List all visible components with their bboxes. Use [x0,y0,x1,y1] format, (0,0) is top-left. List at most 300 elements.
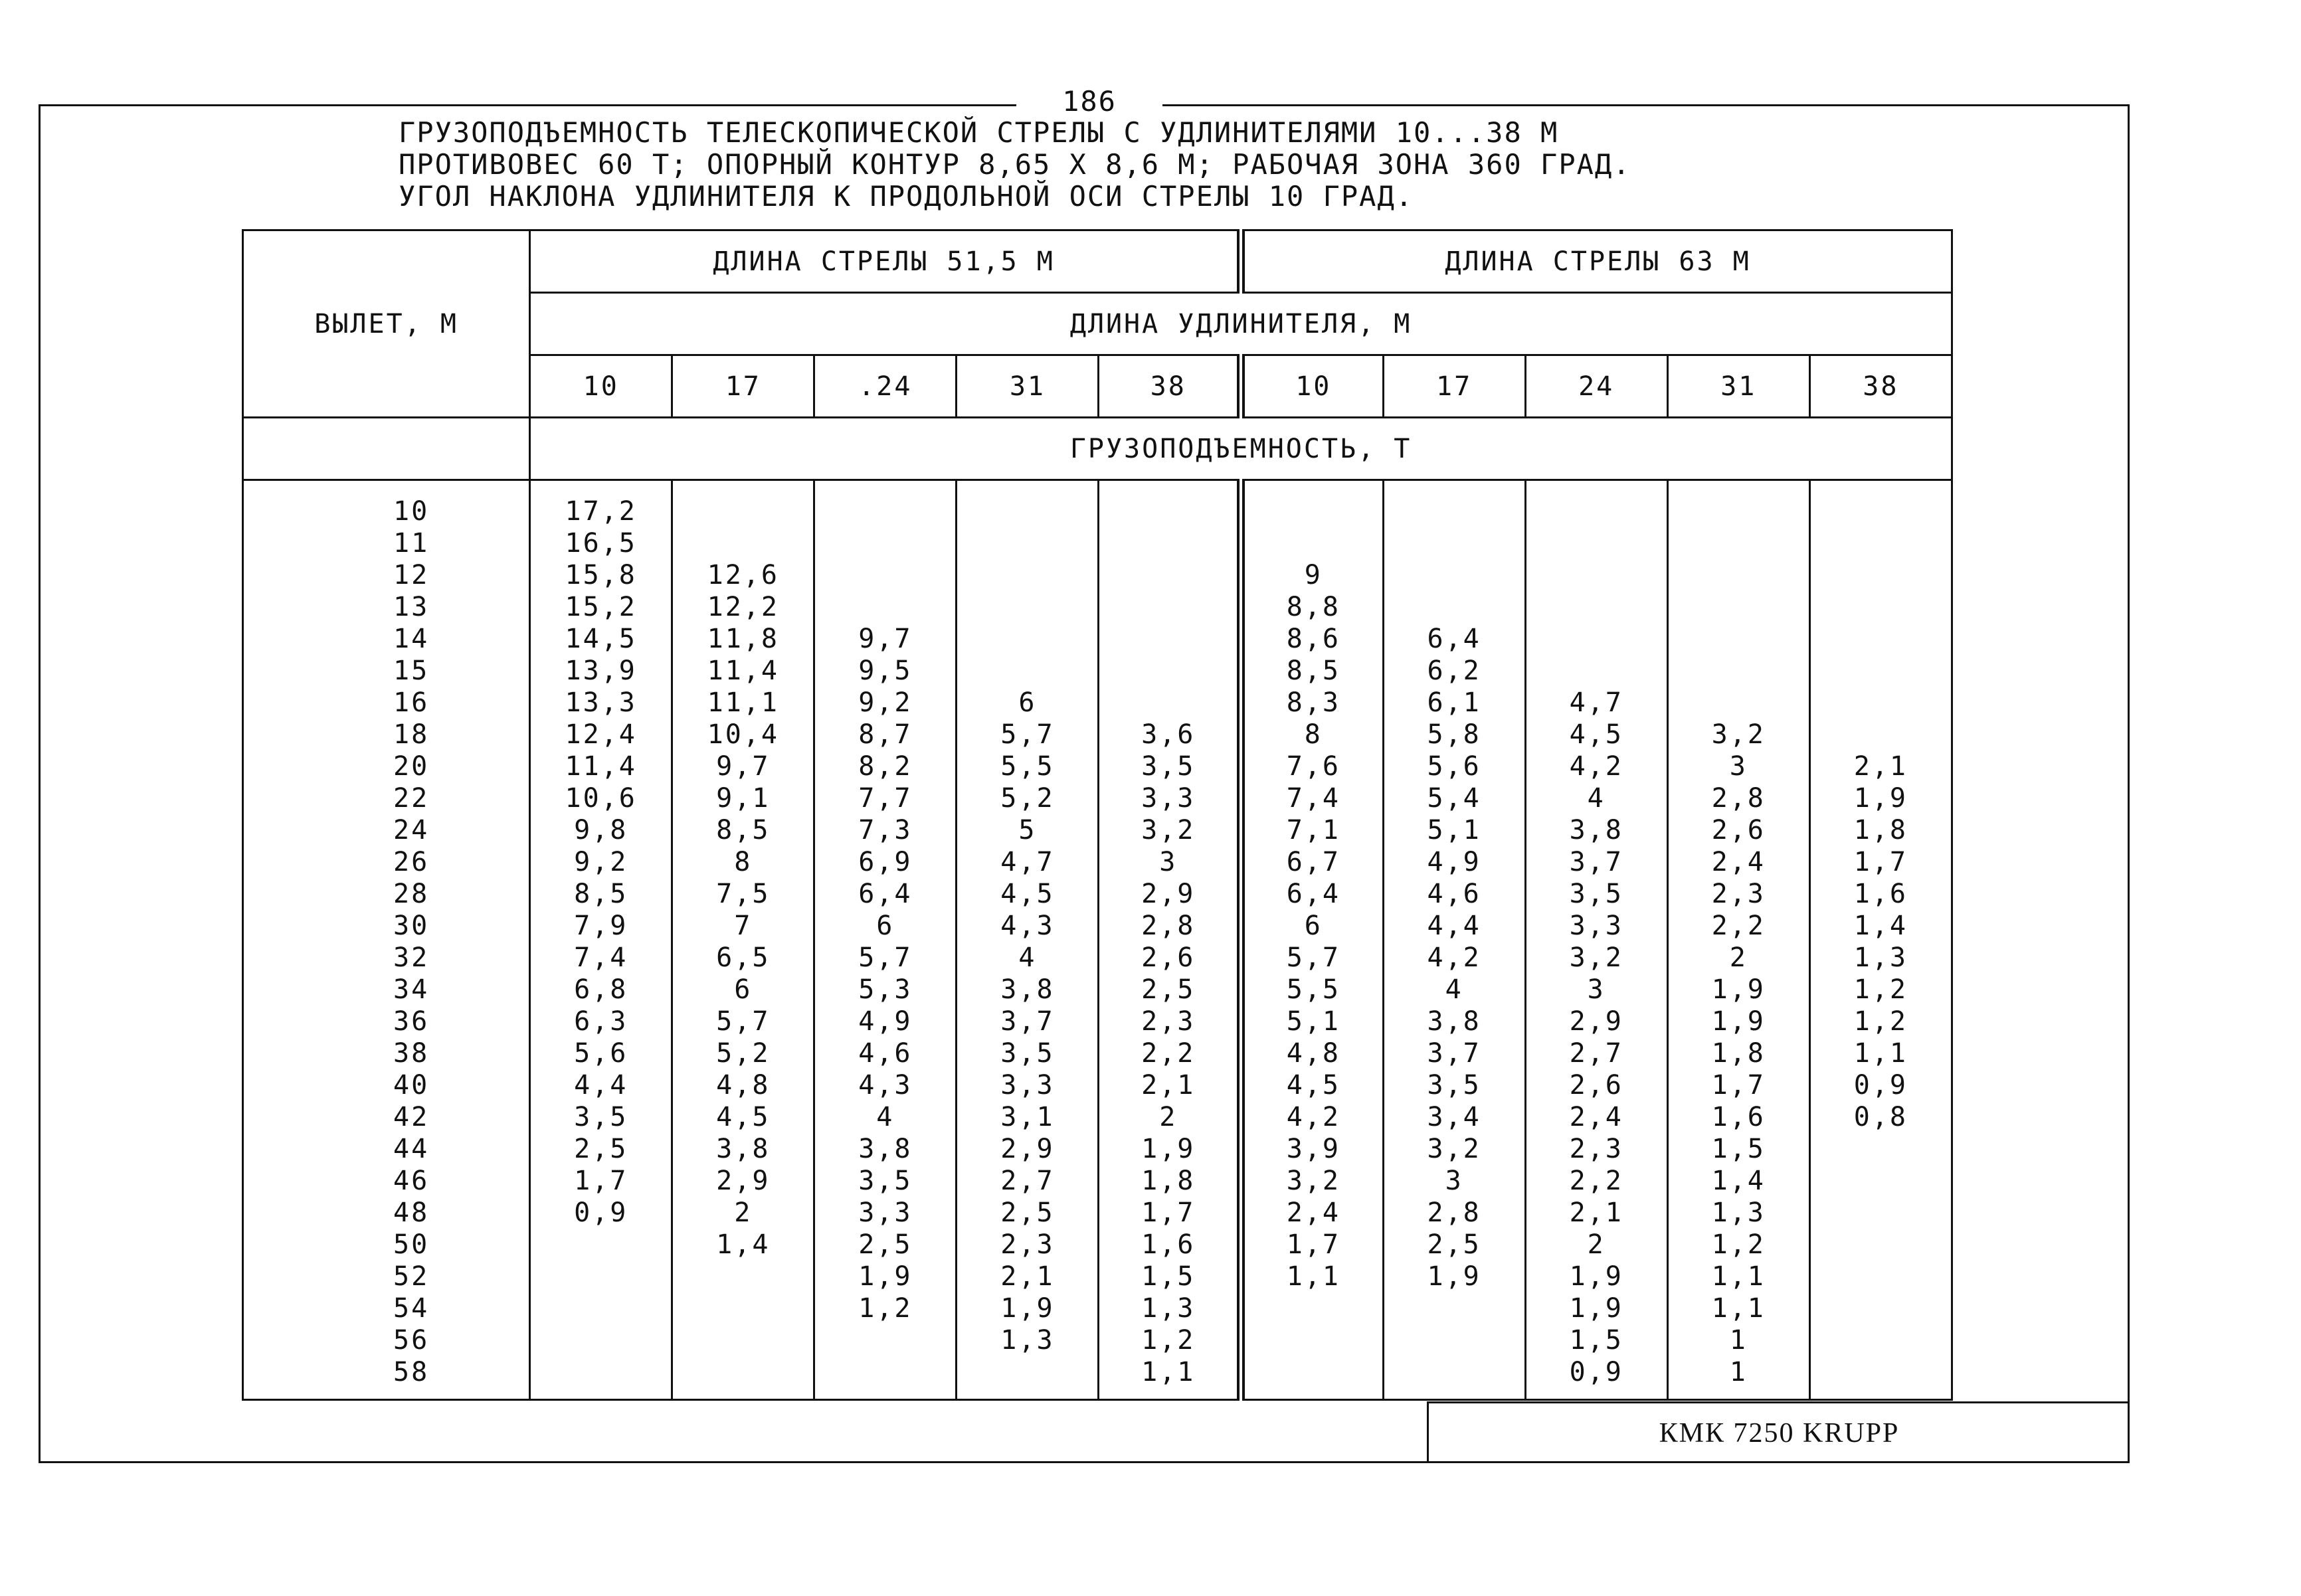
capacity-value: 2,2 [1141,1038,1196,1069]
capacity-value: 0,8 [1853,1102,1908,1132]
capacity-column-63-31 [1667,480,1809,1400]
capacity-value: 1,9 [1711,1006,1766,1037]
capacity-value: 2 [1587,1229,1606,1260]
capacity-value: 1,4 [1853,911,1908,941]
capacity-value: 3 [1159,847,1178,877]
capacity-value: 3,5 [858,1166,913,1196]
capacity-value: 3,6 [1141,719,1196,750]
capacity-value [673,1324,813,1356]
capacity-value: 4 [1018,942,1037,973]
reach-value: 24 [393,815,430,845]
capacity-value: 2,9 [1000,1134,1055,1164]
capacity-value: 3,5 [574,1102,628,1132]
capacity-value [673,1356,813,1388]
capacity-column-51-38 [1099,480,1241,1400]
capacity-value: 4,5 [1569,719,1623,750]
reach-header: ВЫЛЕТ, М [243,230,530,418]
capacity-value: 1,8 [1853,815,1908,845]
capacity-value: 1,6 [1141,1229,1196,1260]
capacity-column-51-10 [530,480,672,1400]
capacity-value: 6,4 [1286,879,1340,909]
reach-value: 18 [393,719,430,750]
reach-value: 11 [393,528,430,559]
capacity-value: 8 [1304,719,1323,750]
capacity-value [957,527,1097,559]
capacity-value: 3,8 [716,1134,771,1164]
capacity-value: 1,5 [1141,1261,1196,1292]
capacity-value: 1,7 [574,1166,628,1196]
capacity-value: 9,2 [574,847,628,877]
capacity-value: 3,8 [1427,1006,1481,1037]
capacity-value: 2,1 [1853,751,1908,782]
capacity-value: 3,2 [1569,942,1623,973]
capacity-value [1811,1324,1951,1356]
capacity-value: 2,9 [1141,879,1196,909]
reach-value: 56 [393,1325,430,1356]
reach-value: 12 [393,560,430,590]
capacity-value: 12,4 [565,719,637,750]
capacity-value: 4,8 [1286,1038,1340,1069]
capacity-value: 1,2 [1711,1229,1766,1260]
capacity-value: 3,2 [1141,815,1196,845]
capacity-value: 2,6 [1569,1070,1623,1101]
capacity-value: 1,1 [1711,1261,1766,1292]
capacity-value: 6,4 [858,879,913,909]
capacity-value: 2,7 [1000,1166,1055,1196]
ext-length-cell: 17 [672,355,814,418]
ext-length-cell: 31 [1667,355,1809,418]
capacity-value: 3,1 [1000,1102,1055,1132]
capacity-value [957,655,1097,687]
capacity-value [1099,655,1237,687]
capacity-value: 12,2 [707,592,779,622]
capacity-value: 1,3 [1853,942,1908,973]
capacity-value: 6 [1304,911,1323,941]
capacity-value: 4,5 [716,1102,771,1132]
capacity-value: 14,5 [565,624,637,654]
capacity-column-63-24 [1525,480,1667,1400]
capacity-value: 2,5 [1141,974,1196,1005]
reach-value: 10 [393,496,430,527]
capacity-value: 1,8 [1711,1038,1766,1069]
capacity-value: 11,4 [707,656,779,686]
capacity-value: 9,7 [858,624,913,654]
capacity-value: 3,8 [858,1134,913,1164]
capacity-value: 2,8 [1711,783,1766,814]
capacity-value: 2,8 [1141,911,1196,941]
capacity-value: 3,7 [1569,847,1623,877]
reach-value: 30 [393,911,430,941]
capacity-value: 5,7 [1000,719,1055,750]
capacity-value: 9,8 [574,815,628,845]
capacity-value: 5,5 [1286,974,1340,1005]
capacity-value [815,1356,955,1388]
capacity-value: 8,6 [1286,624,1340,654]
capacity-value: 5,1 [1286,1006,1340,1037]
capacity-value: 6,7 [1286,847,1340,877]
capacity-value: 1,9 [1569,1261,1623,1292]
ext-length-cell: 31 [957,355,1099,418]
capacity-value: 6 [876,911,895,941]
capacity-value: 1 [1729,1325,1748,1356]
capacity-value: 1,1 [1286,1261,1340,1292]
capacity-value: 8,8 [1286,592,1340,622]
header-title: ГРУЗОПОДЪЕМНОСТЬ ТЕЛЕСКОПИЧЕСКОЙ СТРЕЛЫ С УДЛИНИТЕЛЯМИ 10...38 М [399,116,1559,149]
capacity-value [1245,1356,1382,1388]
capacity-value [1526,623,1667,655]
capacity-value [1811,719,1951,751]
reach-value: 32 [393,942,430,973]
capacity-value [1526,655,1667,687]
capacity-value: 11,1 [707,687,779,718]
capacity-value: 6 [734,974,753,1005]
header-counterweight: ПРОТИВОВЕС 60 Т; ОПОРНЫЙ КОНТУР 8,65 Х 8,6 М; РАБОЧАЯ ЗОНА 360 ГРАД. [399,148,1631,181]
capacity-value: 3,2 [1427,1134,1481,1164]
capacity-value [1384,495,1524,527]
capacity-value [1811,495,1951,527]
capacity-value: 3,3 [1000,1070,1055,1101]
reach-value: 20 [393,751,430,782]
capacity-value: 4,6 [1427,879,1481,909]
capacity-value [1811,1292,1951,1324]
capacity-value: 2,1 [1000,1261,1055,1292]
reach-value: 42 [393,1102,430,1132]
capacity-value [815,591,955,623]
capacity-value: 6,2 [1427,656,1481,686]
capacity-value: 3 [1729,751,1748,782]
capacity-value [1526,559,1667,591]
reach-value: 16 [393,687,430,718]
capacity-value: 7,4 [574,942,628,973]
capacity-value: 2,5 [858,1229,913,1260]
ext-length-cell: .24 [814,355,957,418]
capacity-value: 1,2 [858,1293,913,1324]
capacity-value [1669,655,1809,687]
capacity-value: 4,6 [858,1038,913,1069]
capacity-value: 1,6 [1853,879,1908,909]
capacity-value: 5,4 [1427,783,1481,814]
reach-value: 54 [393,1293,430,1324]
reach-value: 58 [393,1357,430,1387]
capacity-value: 1,4 [1711,1166,1766,1196]
capacity-value [1669,687,1809,719]
capacity-value: 4,8 [716,1070,771,1101]
capacity-value: 6,4 [1427,624,1481,654]
capacity-value: 6 [1018,687,1037,718]
reach-value: 48 [393,1197,430,1228]
capacity-value: 12,6 [707,560,779,590]
capacity-value: 2,4 [1711,847,1766,877]
capacity-value [957,591,1097,623]
capacity-value: 6,9 [858,847,913,877]
capacity-value: 9,2 [858,687,913,718]
capacity-column-63-10 [1241,480,1383,1400]
capacity-value: 3,9 [1286,1134,1340,1164]
capacity-value: 8,2 [858,751,913,782]
reach-value: 34 [393,974,430,1005]
capacity-value: 0,9 [574,1197,628,1228]
capacity-value [673,1261,813,1292]
capacity-value: 4,2 [1569,751,1623,782]
capacity-value: 9,7 [716,751,771,782]
capacity-value [1099,559,1237,591]
capacity-value [673,495,813,527]
ext-length-cell: 17 [1383,355,1525,418]
capacity-value: 9 [1304,560,1323,590]
capacity-value [815,559,955,591]
reach-value: 44 [393,1134,430,1164]
capacity-value: 5,6 [574,1038,628,1069]
capacity-value: 4,7 [1569,687,1623,718]
capacity-column-51-31 [957,480,1099,1400]
reach-value: 40 [393,1070,430,1101]
capacity-value: 3,7 [1427,1038,1481,1069]
capacity-value [1811,687,1951,719]
capacity-value [1245,495,1382,527]
capacity-value: 6,3 [574,1006,628,1037]
capacity-value: 5 [1018,815,1037,845]
capacity-value: 1,7 [1711,1070,1766,1101]
capacity-value: 7,9 [574,911,628,941]
capacity-value [1811,1261,1951,1292]
capacity-value: 2,3 [1141,1006,1196,1037]
capacity-value: 3,5 [1141,751,1196,782]
capacity-value: 5,6 [1427,751,1481,782]
capacity-value: 1,1 [1853,1038,1908,1069]
capacity-value [957,1356,1097,1388]
capacity-value: 11,4 [565,751,637,782]
capacity-value: 5,3 [858,974,913,1005]
capacity-value: 8,5 [716,815,771,845]
capacity-value [957,623,1097,655]
reach-value: 26 [393,847,430,877]
capacity-value: 0,9 [1569,1357,1623,1387]
capacity-value: 2,5 [1000,1197,1055,1228]
capacity-value: 10,4 [707,719,779,750]
capacity-value: 1,9 [1000,1293,1055,1324]
ext-length-cell: 10 [1241,355,1383,418]
capacity-value: 1,6 [1711,1102,1766,1132]
boom-63-header: ДЛИНА СТРЕЛЫ 63 М [1241,230,1952,293]
capacity-value: 8,7 [858,719,913,750]
capacity-value [531,1229,671,1261]
capacity-value: 1,9 [858,1261,913,1292]
ext-length-cell: 38 [1099,355,1241,418]
capacity-value: 1,3 [1000,1325,1055,1356]
capacity-value [1099,623,1237,655]
capacity-value [1811,1133,1951,1165]
capacity-value: 3 [1445,1166,1463,1196]
capacity-value [1811,1197,1951,1229]
capacity-value: 7,4 [1286,783,1340,814]
capacity-value: 3,7 [1000,1006,1055,1037]
capacity-value: 6,1 [1427,687,1481,718]
capacity-value: 8,3 [1286,687,1340,718]
capacity-value: 3,2 [1711,719,1766,750]
capacity-value: 1,1 [1711,1293,1766,1324]
capacity-value [1099,687,1237,719]
capacity-value [1526,527,1667,559]
capacity-value [1099,527,1237,559]
capacity-value: 5,7 [716,1006,771,1037]
capacity-value: 2,2 [1711,911,1766,941]
capacity-value: 1,9 [1711,974,1766,1005]
capacity-value [1526,591,1667,623]
capacity-value: 1,2 [1853,1006,1908,1037]
reach-column [243,480,530,1400]
capacity-value: 8 [734,847,753,877]
capacity-header: ГРУЗОПОДЪЕМНОСТЬ, Т [530,418,1952,480]
capacity-value: 4,5 [1286,1070,1340,1101]
capacity-value: 8,5 [1286,656,1340,686]
capacity-value [1669,495,1809,527]
capacity-value [957,559,1097,591]
capacity-column-51-24 [814,480,957,1400]
capacity-value: 2,6 [1711,815,1766,845]
capacity-value [531,1324,671,1356]
capacity-value: 2 [734,1197,753,1228]
capacity-value: 2,3 [1000,1229,1055,1260]
capacity-value [815,527,955,559]
capacity-value: 15,8 [565,560,637,590]
capacity-value: 4,9 [1427,847,1481,877]
capacity-value: 6,8 [574,974,628,1005]
capacity-value: 5,2 [716,1038,771,1069]
capacity-value: 4,4 [1427,911,1481,941]
capacity-value: 1,5 [1711,1134,1766,1164]
capacity-value: 4,7 [1000,847,1055,877]
reach-value: 28 [393,879,430,909]
capacity-value [531,1261,671,1292]
capacity-value: 1,4 [716,1229,771,1260]
capacity-value: 3 [1587,974,1606,1005]
capacity-value [1384,1324,1524,1356]
ext-length-cell: 38 [1809,355,1952,418]
capacity-value: 4,5 [1000,879,1055,909]
capacity-value: 4,9 [858,1006,913,1037]
capacity-value: 1,5 [1569,1325,1623,1356]
capacity-value: 7 [734,911,753,941]
capacity-value: 1,9 [1569,1293,1623,1324]
capacity-value [1669,527,1809,559]
capacity-value [531,1292,671,1324]
capacity-value [1669,623,1809,655]
reach-value: 36 [393,1006,430,1037]
capacity-value: 4 [1587,783,1606,814]
capacity-value: 2,8 [1427,1197,1481,1228]
capacity-value: 1,9 [1427,1261,1481,1292]
load-capacity-table [242,229,1953,1401]
capacity-value: 3,8 [1569,815,1623,845]
capacity-value [673,527,813,559]
capacity-value [1384,1356,1524,1388]
capacity-value: 1,9 [1141,1134,1196,1164]
capacity-value: 4,2 [1286,1102,1340,1132]
capacity-value [1245,527,1382,559]
capacity-value: 1,1 [1141,1357,1196,1387]
capacity-value: 1,2 [1853,974,1908,1005]
capacity-value: 9,5 [858,656,913,686]
capacity-value [1811,1356,1951,1388]
capacity-value [1245,1324,1382,1356]
capacity-value: 1,7 [1853,847,1908,877]
extension-length-header: ДЛИНА УДЛИНИТЕЛЯ, М [530,293,1952,355]
capacity-value: 1,7 [1141,1197,1196,1228]
capacity-value [1384,591,1524,623]
capacity-value: 7,7 [858,783,913,814]
capacity-header-spacer [243,418,530,480]
capacity-value: 5,8 [1427,719,1481,750]
capacity-value: 0,9 [1853,1070,1908,1101]
capacity-value [1811,527,1951,559]
reach-value: 13 [393,592,430,622]
capacity-value [1669,591,1809,623]
capacity-value [1811,623,1951,655]
capacity-value [1384,527,1524,559]
capacity-value: 2,6 [1141,942,1196,973]
reach-value: 15 [393,656,430,686]
capacity-value: 4,4 [574,1070,628,1101]
capacity-value: 5,7 [1286,942,1340,973]
capacity-value [815,1324,955,1356]
reach-value: 38 [393,1038,430,1069]
capacity-value: 1 [1729,1357,1748,1387]
capacity-column-63-38 [1809,480,1952,1400]
capacity-value [1811,655,1951,687]
capacity-value: 4 [1445,974,1463,1005]
reach-value: 52 [393,1261,430,1292]
data-body-row [243,480,1952,1400]
capacity-value [1811,1229,1951,1261]
capacity-value: 1,3 [1141,1293,1196,1324]
capacity-value: 2,5 [574,1134,628,1164]
boom-51-header: ДЛИНА СТРЕЛЫ 51,5 М [530,230,1241,293]
reach-value: 50 [393,1229,430,1260]
capacity-value [1099,591,1237,623]
model-label: КМК 7250 KRUPP [1427,1401,2130,1463]
capacity-value: 10,6 [565,783,637,814]
capacity-value: 5,1 [1427,815,1481,845]
capacity-value: 2,9 [716,1166,771,1196]
capacity-value: 7,1 [1286,815,1340,845]
capacity-value: 2,3 [1569,1134,1623,1164]
capacity-value: 7,6 [1286,751,1340,782]
reach-value: 14 [393,624,430,654]
capacity-value: 4,3 [858,1070,913,1101]
capacity-value: 9,1 [716,783,771,814]
capacity-value [531,1356,671,1388]
capacity-value: 4 [876,1102,895,1132]
capacity-value: 4,2 [1427,942,1481,973]
capacity-value: 1,3 [1711,1197,1766,1228]
capacity-value: 11,8 [707,624,779,654]
capacity-value: 3,2 [1286,1166,1340,1196]
capacity-value: 3,3 [1569,911,1623,941]
capacity-value: 7,5 [716,879,771,909]
capacity-value: 2,1 [1141,1070,1196,1101]
capacity-value: 5,2 [1000,783,1055,814]
capacity-value: 4,3 [1000,911,1055,941]
capacity-value [1384,1292,1524,1324]
capacity-value [957,495,1097,527]
capacity-value: 8,5 [574,879,628,909]
capacity-value: 13,9 [565,656,637,686]
capacity-value: 2,3 [1711,879,1766,909]
capacity-value: 2 [1159,1102,1178,1132]
capacity-value [1811,591,1951,623]
capacity-column-63-17 [1383,480,1525,1400]
capacity-value: 2 [1729,942,1748,973]
